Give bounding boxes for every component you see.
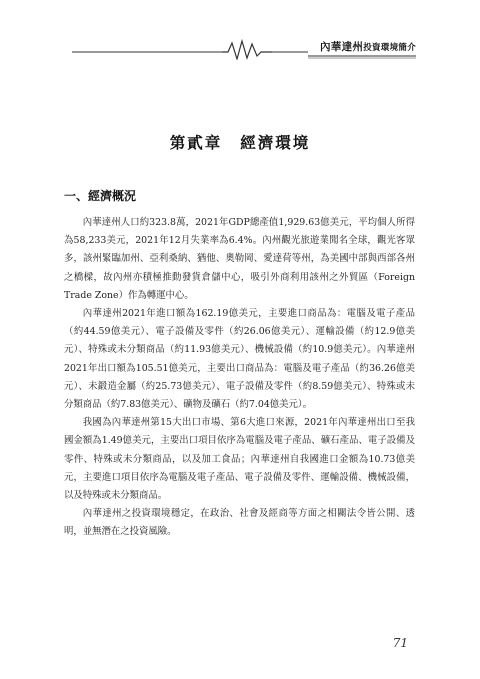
paragraph: 我國為內華達州第15大出口市場、第6大進口來源，2021年內華達州出口至我國金額為1.49億美元，主要出口項目依序為電腦及電子產品、礦石產品、電子設備及零件、特殊或未分類商品，以及加工食品；內華達州自我國進口金額為10.73億美元，主要進口項目依序為電腦及電子產品、電子設備及零件、運輸設備、機械設備，以及特殊或未分類商品。 [64, 417, 415, 502]
chapter-number: 第貳章 [169, 133, 223, 152]
page-number: 71 [392, 636, 408, 650]
paragraph: 內華達州2021年進口額為162.19億美元，主要進口商品為：電腦及電子產品（約44.59億美元）、電子設備及零件（約26.06億美元）、運輸設備（約12.9億美元）、特殊或未分類商品（約11.93億美元）、機械設備（約10.9億美元）。內華達州2021年出口額為105.51億美元，主要出口商品為：電腦及電子產品（約36.26億美元）、未鍛造金屬（約25.73億美元）、電子設備及零件（約8.59億美元）、特殊或未分類商品（約7.83億美元）、礦物及礦石（約7.04億美元）。 [64, 308, 415, 411]
header-title-main: 內華達州 [319, 41, 364, 53]
running-header [72, 38, 416, 60]
section-heading: 一、經濟概況 [64, 189, 137, 203]
paragraph: 內華達州人口約323.8萬，2021年GDP總產值1,929.63億美元，平均個人所得為58,233美元，2021年12月失業率為6.4%。內州觀光旅遊業聞名全球，觀光客眾多，該州緊臨加州、亞利桑納、猶他、奧勒岡、愛達荷等州，為美國中部與西部各州之橋樑，故內州亦積極推動發貨倉儲中心，吸引外商利用該州之外貿區（Foreign Trade Zone）作為轉運中心。 [64, 217, 415, 301]
chapter-name: 經濟環境 [240, 133, 311, 152]
header-title-sub: 投資環境簡介 [363, 43, 416, 53]
header-title [320, 39, 416, 54]
body-text [64, 214, 415, 542]
chapter-title [0, 131, 480, 153]
paragraph: 內華達州之投資環境穩定，在政治、社會及經商等方面之相關法令皆公開、透明，並無潛在之投資風險。 [64, 508, 415, 538]
